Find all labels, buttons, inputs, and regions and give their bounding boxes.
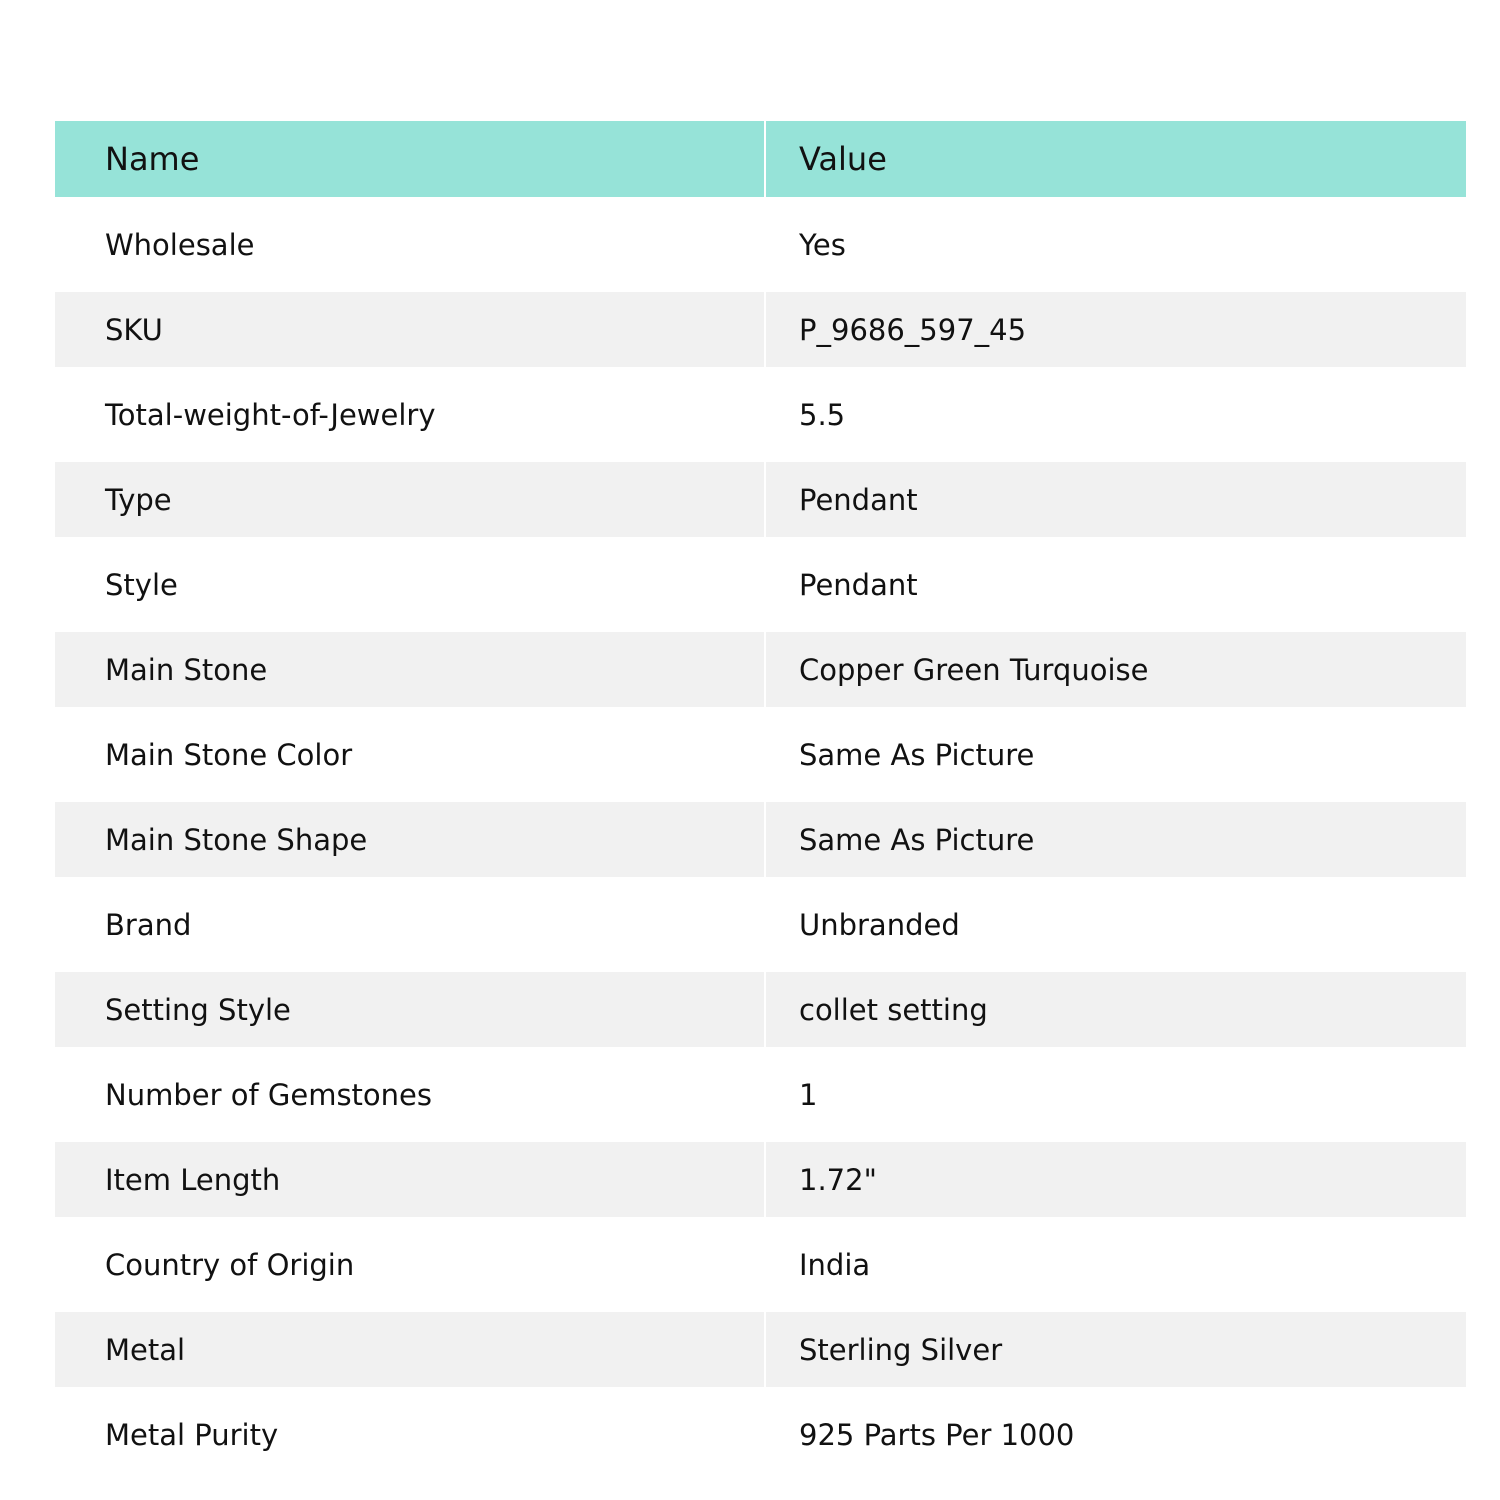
table-row: [55, 282, 1466, 367]
row-name-cell: Metal: [55, 1302, 766, 1387]
row-value-cell: Yes: [766, 197, 1466, 282]
table-header: [55, 121, 1466, 197]
row-name-cell: Main Stone Color: [55, 707, 766, 792]
row-name-cell: Brand: [55, 877, 766, 962]
table-row: [55, 707, 1466, 792]
row-name-cell: SKU: [55, 282, 766, 367]
row-name-cell: Style: [55, 537, 766, 622]
table-row: [55, 1217, 1466, 1302]
row-value-cell: 925 Parts Per 1000: [766, 1387, 1466, 1472]
column-header-name: Name: [55, 121, 766, 197]
row-name-cell: Wholesale: [55, 197, 766, 282]
table-row: [55, 452, 1466, 537]
row-value-cell: Pendant: [766, 452, 1466, 537]
row-value-cell: 5.5: [766, 367, 1466, 452]
table-row: [55, 877, 1466, 962]
table-row: [55, 367, 1466, 452]
row-name-cell: Type: [55, 452, 766, 537]
row-value-cell: Sterling Silver: [766, 1302, 1466, 1387]
table-row: [55, 537, 1466, 622]
table-row: [55, 962, 1466, 1047]
row-value-cell: Same As Picture: [766, 792, 1466, 877]
table-row: [55, 1302, 1466, 1387]
table-body: [55, 197, 1466, 1472]
table-row: [55, 1132, 1466, 1217]
table-row: [55, 1047, 1466, 1132]
row-value-cell: Unbranded: [766, 877, 1466, 962]
row-name-cell: Main Stone: [55, 622, 766, 707]
table-row: [55, 792, 1466, 877]
row-value-cell: 1: [766, 1047, 1466, 1132]
row-value-cell: P_9686_597_45: [766, 282, 1466, 367]
row-name-cell: Number of Gemstones: [55, 1047, 766, 1132]
row-name-cell: Metal Purity: [55, 1387, 766, 1472]
row-value-cell: India: [766, 1217, 1466, 1302]
row-name-cell: Setting Style: [55, 962, 766, 1047]
row-name-cell: Country of Origin: [55, 1217, 766, 1302]
table-header-row: [55, 121, 1466, 197]
table-row: [55, 1387, 1466, 1472]
row-name-cell: Total-weight-of-Jewelry: [55, 367, 766, 452]
row-name-cell: Main Stone Shape: [55, 792, 766, 877]
row-value-cell: Copper Green Turquoise: [766, 622, 1466, 707]
row-value-cell: 1.72": [766, 1132, 1466, 1217]
table-row: [55, 622, 1466, 707]
row-value-cell: collet setting: [766, 962, 1466, 1047]
row-value-cell: Same As Picture: [766, 707, 1466, 792]
row-name-cell: Item Length: [55, 1132, 766, 1217]
row-value-cell: Pendant: [766, 537, 1466, 622]
column-header-value: Value: [766, 121, 1466, 197]
product-spec-table: [55, 121, 1466, 1472]
table-row: [55, 197, 1466, 282]
